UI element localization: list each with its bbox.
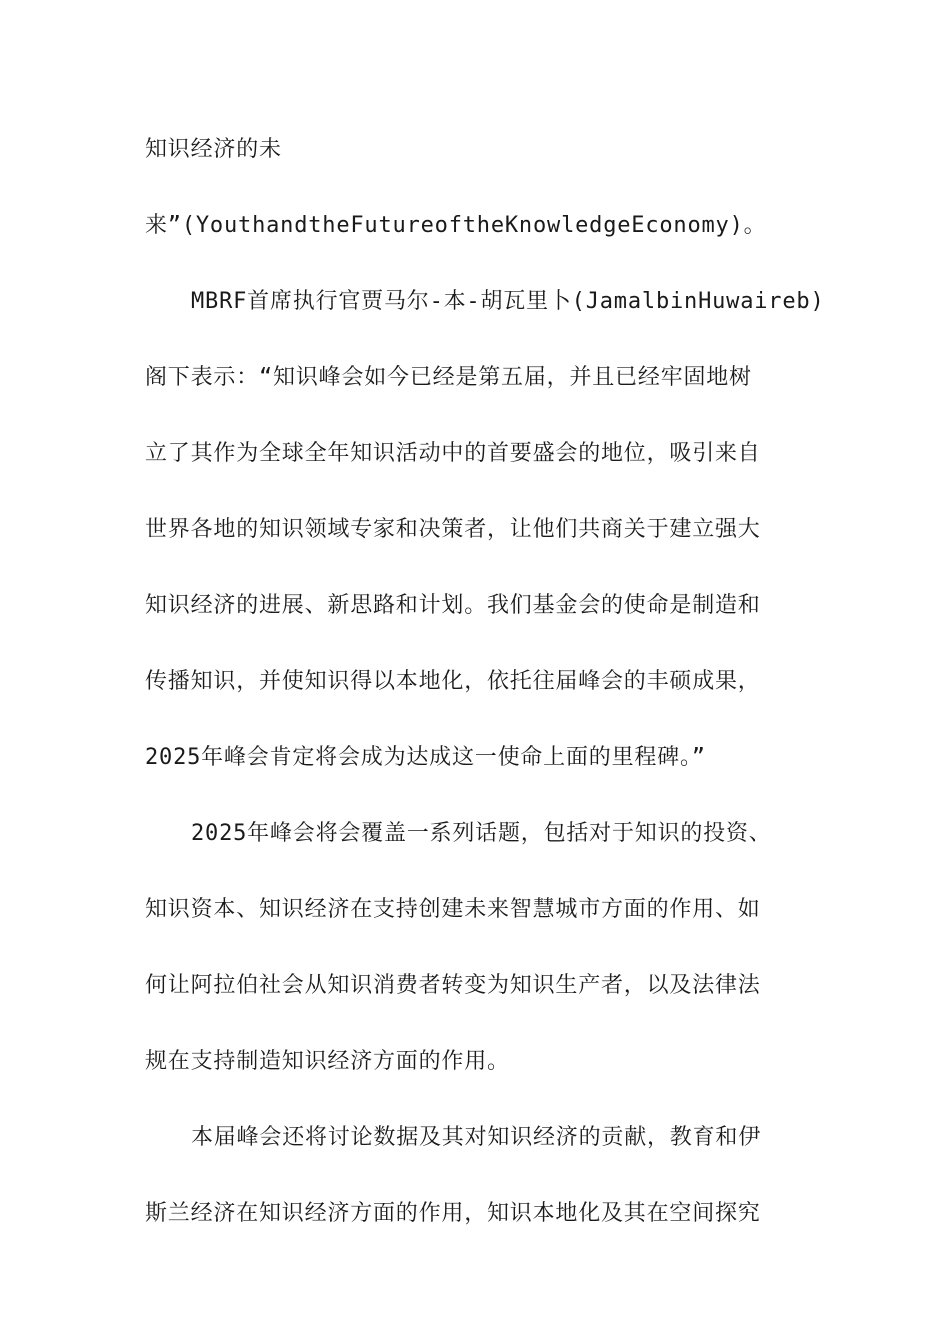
text-line: 规在支持制造知识经济方面的作用。 (145, 1049, 510, 1074)
text-line: 传播知识，并使知识得以本地化，依托往届峰会的丰硕成果， (145, 669, 761, 694)
text-line: 世界各地的知识领域专家和决策者，让他们共商关于建立强大 (145, 517, 761, 542)
text-line: 知识经济的未 (145, 137, 282, 162)
text-line: 斯兰经济在知识经济方面的作用，知识本地化及其在空间探究 (145, 1201, 761, 1226)
text-line: 知识资本、知识经济在支持创建未来智慧城市方面的作用、如 (145, 897, 761, 922)
text-line: 立了其作为全球全年知识活动中的首要盛会的地位，吸引来自 (145, 441, 761, 466)
paragraph-start-line: MBRF首席执行官贾马尔-本-胡瓦里卜(JamalbinHuwaireb) (191, 289, 825, 314)
text-line: 何让阿拉伯社会从知识消费者转变为知识生产者，以及法律法 (145, 973, 761, 998)
paragraph-start-line: 2025年峰会将会覆盖一系列话题，包括对于知识的投资、 (191, 821, 772, 846)
text-line: 知识经济的进展、新思路和计划。我们基金会的使命是制造和 (145, 593, 761, 618)
text-line: 来”(YouthandtheFutureoftheKnowledgeEconomy)。 (145, 213, 767, 238)
text-line: 2025年峰会肯定将会成为达成这一使命上面的里程碑。” (145, 745, 706, 770)
text-line: 阁下表示：“知识峰会如今已经是第五届，并且已经牢固地树 (145, 365, 752, 390)
body-text (145, 124, 825, 1264)
paragraph-start-line: 本届峰会还将讨论数据及其对知识经济的贡献，教育和伊 (191, 1125, 762, 1150)
